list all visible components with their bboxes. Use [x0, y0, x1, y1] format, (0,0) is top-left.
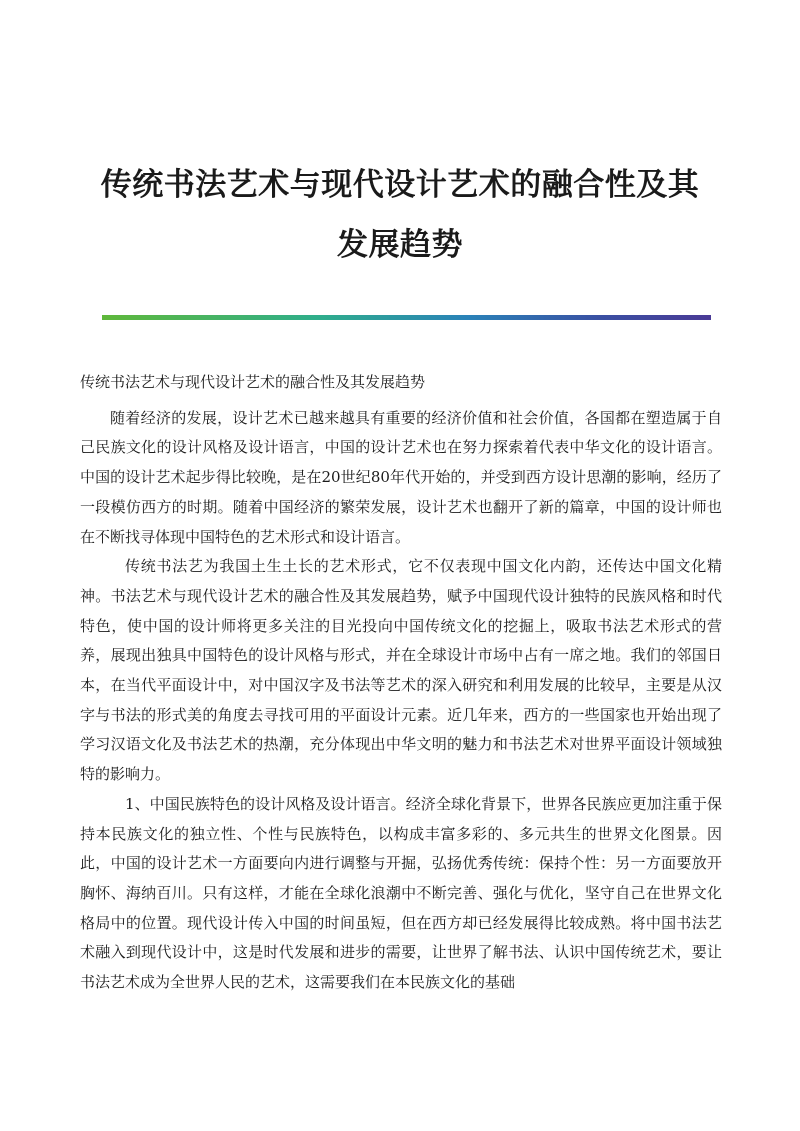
page-title: [60, 155, 740, 275]
title-line-1: 传统书法艺术与现代设计艺术的融合性及其: [100, 167, 700, 203]
title-line-2: 发展趋势: [337, 227, 463, 263]
document-subtitle: 传统书法艺术与现代设计艺术的融合性及其发展趋势: [80, 373, 426, 391]
document-body: [80, 368, 722, 998]
paragraph-3: 1、中国民族特色的设计风格及设计语言。经济全球化背景下，世界各民族应更加注重于保持本民族文化的独立性、个性与民族特色，以构成丰富多彩的、多元共生的世界文化图景。因此，中国的设计艺术一方面要向内进行调整与开掘，弘扬优秀传统：保持个性：另一方面要放开胸怀、海纳百川。只有这样，才能在全球化浪潮中不断完善、强化与优化，坚守自己在世界文化格局中的位置。现代设计传入中国的时间虽短，但在西方却已经发展得比较成熟。将中国书法艺术融入到现代设计中，这是时代发展和进步的需要，让世界了解书法、认识中国传统艺术，要让书法艺术成为全世界人民的艺术，这需要我们在本民族文化的基础: [80, 794, 722, 992]
title-gradient-rule: [102, 315, 711, 320]
paragraph-1: 随着经济的发展，设计艺术已越来越具有重要的经济价值和社会价值，各国都在塑造属于自己民族文化的设计风格及设计语言，中国的设计艺术也在努力探索着代表中华文化的设计语言。中国的设计艺术起步得比较晚，是在20世纪80年代开始的，并受到西方设计思潮的影响，经历了一段模仿西方的时期。随着中国经济的繁荣发展，设计艺术也翻开了新的篇章，中国的设计师也在不断找寻体现中国特色的艺术形式和设计语言。: [80, 408, 722, 546]
paragraph-2: 传统书法艺为我国土生土长的艺术形式，它不仅表现中国文化内韵，还传达中国文化精神。书法艺术与现代设计艺术的融合性及其发展趋势，赋予中国现代设计独特的民族风格和时代特色，使中国的设计师将更多关注的目光投向中国传统文化的挖掘上，吸取书法艺术形式的营养，展现出独具中国特色的设计风格与形式，并在全球设计市场中占有一席之地。我们的邻国日本，在当代平面设计中，对中国汉字及书法等艺术的深入研究和利用发展的比较早，主要是从汉字与书法的形式美的角度去寻找可用的平面设计元素。近几年来，西方的一些国家也开始出现了学习汉语文化及书法艺术的热潮，充分体现出中华文明的魅力和书法艺术对世界平面设计领域独特的影响力。: [80, 557, 722, 784]
